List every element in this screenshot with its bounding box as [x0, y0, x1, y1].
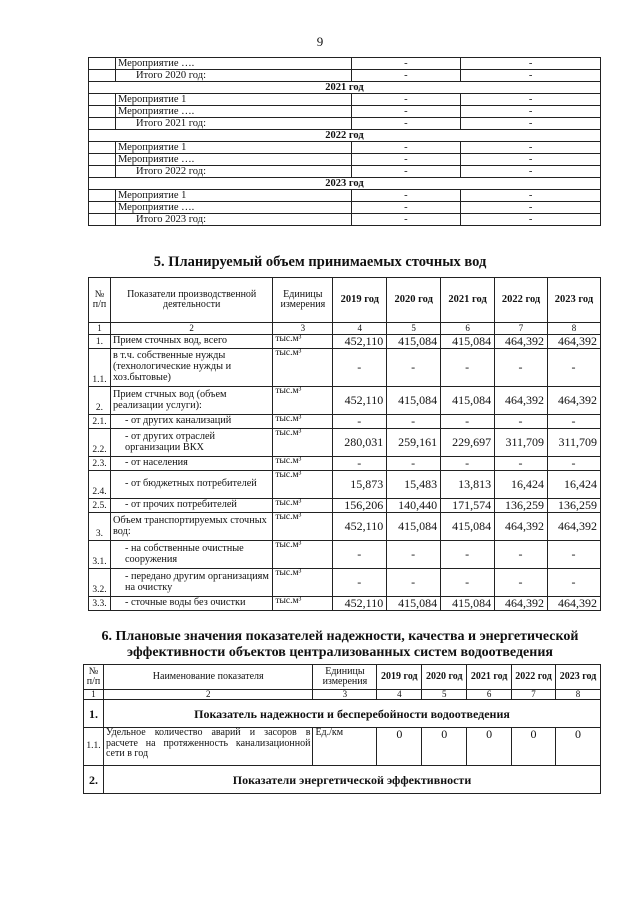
section-row — [84, 766, 601, 794]
value-cell: 452,110 — [333, 387, 387, 415]
value-cell: - — [333, 569, 387, 597]
unit: тыс.м³ — [273, 513, 333, 541]
value-cell: - — [333, 457, 387, 471]
value-cell: - — [461, 166, 601, 178]
value-cell: - — [441, 415, 495, 429]
year-section-title: 2022 год — [89, 130, 601, 142]
value-cell: - — [495, 541, 548, 569]
value-cell: 140,440 — [387, 499, 441, 513]
value-cell: 452,110 — [333, 335, 387, 349]
value-cell: 0 — [556, 728, 601, 766]
value-cell: - — [351, 70, 461, 82]
year-section-row — [89, 130, 601, 142]
column-index: 6 — [467, 690, 512, 700]
value-cell: - — [387, 569, 441, 597]
value-cell: - — [351, 214, 461, 226]
table-row — [84, 728, 601, 766]
column-header: 2021 год — [467, 665, 512, 690]
column-index: 7 — [495, 323, 548, 335]
row-number — [89, 106, 116, 118]
indicator-name: Объем транспортируемых сточных вод: — [110, 513, 272, 541]
table-row — [89, 142, 601, 154]
value-cell: - — [461, 58, 601, 70]
event-label: Итого 2022 год: — [115, 166, 351, 178]
indicator-name: - от других канализаций — [110, 415, 272, 429]
table-row — [89, 471, 601, 499]
value-cell: - — [351, 202, 461, 214]
value-cell: - — [461, 202, 601, 214]
row-number — [89, 58, 116, 70]
value-cell: - — [333, 415, 387, 429]
row-number: 2.1. — [89, 415, 111, 429]
value-cell: 415,084 — [441, 335, 495, 349]
year-section-title: 2021 год — [89, 82, 601, 94]
value-cell: 452,110 — [333, 597, 387, 611]
section-title: Показатели энергетической эффективности — [103, 766, 600, 794]
value-cell: 229,697 — [441, 429, 495, 457]
value-cell: 136,259 — [495, 499, 548, 513]
value-cell: - — [548, 569, 601, 597]
value-cell: - — [351, 190, 461, 202]
table-row — [89, 214, 601, 226]
value-cell: 171,574 — [441, 499, 495, 513]
value-cell: - — [461, 106, 601, 118]
section-row — [84, 700, 601, 728]
row-number — [89, 202, 116, 214]
column-index: 6 — [441, 323, 495, 335]
event-label: Мероприятие …. — [115, 202, 351, 214]
value-cell: 15,483 — [387, 471, 441, 499]
column-index: 1 — [84, 690, 104, 700]
row-number: 1.1. — [89, 349, 111, 387]
indicator-name: Прием стчных вод (объем реализации услуги): — [110, 387, 272, 415]
row-number — [89, 118, 116, 130]
table-row — [89, 70, 601, 82]
column-index: 4 — [333, 323, 387, 335]
section-6-heading — [60, 629, 620, 661]
event-label: Мероприятие 1 — [115, 94, 351, 106]
value-cell: 464,392 — [495, 387, 548, 415]
table-header-row — [84, 665, 601, 690]
event-label: Мероприятие …. — [115, 106, 351, 118]
value-cell: 259,161 — [387, 429, 441, 457]
event-label: Итого 2023 год: — [115, 214, 351, 226]
value-cell: 415,084 — [441, 387, 495, 415]
table-header-row — [89, 278, 601, 323]
column-index: 7 — [512, 690, 556, 700]
row-number: 2.5. — [89, 499, 111, 513]
value-cell: 464,392 — [495, 597, 548, 611]
value-cell: - — [461, 70, 601, 82]
unit: тыс.м³ — [273, 597, 333, 611]
unit: тыс.м³ — [273, 541, 333, 569]
table-row — [89, 541, 601, 569]
section-title: Показатель надежности и бесперебойности водоотведения — [103, 700, 600, 728]
indicator-name: - на собственные очистные сооружения — [110, 541, 272, 569]
column-index: 4 — [377, 690, 422, 700]
table-row — [89, 166, 601, 178]
unit: тыс.м³ — [273, 499, 333, 513]
table-row — [89, 154, 601, 166]
event-label: Мероприятие 1 — [115, 142, 351, 154]
column-index: 8 — [548, 323, 601, 335]
event-label: Мероприятие …. — [115, 58, 351, 70]
value-cell: - — [441, 541, 495, 569]
value-cell: - — [548, 541, 601, 569]
unit: Ед./км — [313, 728, 377, 766]
event-label: Итого 2021 год: — [115, 118, 351, 130]
event-label: Мероприятие 1 — [115, 190, 351, 202]
column-index: 8 — [556, 690, 601, 700]
value-cell: 0 — [512, 728, 556, 766]
indicator-name: - сточные воды без очистки — [110, 597, 272, 611]
section-6-heading-line2: эффективности объектов централизованных систем водоотведения — [127, 645, 553, 661]
value-cell: - — [461, 190, 601, 202]
column-index: 2 — [110, 323, 272, 335]
column-header: 2023 год — [548, 278, 601, 323]
value-cell: 0 — [377, 728, 422, 766]
year-section-row — [89, 82, 601, 94]
row-number — [89, 166, 116, 178]
table-row — [89, 457, 601, 471]
value-cell: 464,392 — [495, 335, 548, 349]
value-cell: - — [461, 118, 601, 130]
table-row — [89, 415, 601, 429]
row-number: 3.2. — [89, 569, 111, 597]
event-label: Итого 2020 год: — [115, 70, 351, 82]
row-number: 3.1. — [89, 541, 111, 569]
value-cell: - — [333, 541, 387, 569]
column-index-row — [84, 690, 601, 700]
column-index: 2 — [103, 690, 312, 700]
value-cell: 13,813 — [441, 471, 495, 499]
column-index: 3 — [273, 323, 333, 335]
value-cell: 464,392 — [548, 597, 601, 611]
value-cell: 280,031 — [333, 429, 387, 457]
table-row — [89, 387, 601, 415]
value-cell: - — [351, 58, 461, 70]
indicator-name: Удельное количество аварий и засоров в расчете на протяженность канализационной сети в год — [103, 728, 312, 766]
value-cell: - — [461, 94, 601, 106]
row-number: 2. — [89, 387, 111, 415]
value-cell: 464,392 — [548, 513, 601, 541]
value-cell: - — [387, 541, 441, 569]
row-number — [89, 190, 116, 202]
value-cell: 16,424 — [495, 471, 548, 499]
section-5-heading: 5. Планируемый объем принимаемых сточных вод — [153, 254, 487, 270]
value-cell: 415,084 — [441, 513, 495, 541]
value-cell: - — [351, 142, 461, 154]
row-number: 2.4. — [89, 471, 111, 499]
table-row — [89, 597, 601, 611]
page-number: 9 — [316, 34, 324, 49]
value-cell: - — [351, 166, 461, 178]
value-cell: 415,084 — [387, 513, 441, 541]
indicator-name: - от других отраслей организации ВКХ — [110, 429, 272, 457]
table-row — [89, 499, 601, 513]
column-header: 2020 год — [387, 278, 441, 323]
row-number: 3. — [89, 513, 111, 541]
value-cell: - — [351, 118, 461, 130]
value-cell: - — [387, 457, 441, 471]
value-cell: - — [495, 457, 548, 471]
indicator-name: в т.ч. собственные нужды (технологические нужды и хоз.бытовые) — [110, 349, 272, 387]
value-cell: - — [387, 415, 441, 429]
value-cell: 415,084 — [387, 597, 441, 611]
value-cell: - — [548, 457, 601, 471]
value-cell: - — [495, 349, 548, 387]
unit: тыс.м³ — [273, 349, 333, 387]
column-header: Показатели производственной деятельности — [110, 278, 272, 323]
column-index: 1 — [89, 323, 111, 335]
value-cell: 15,873 — [333, 471, 387, 499]
events-table — [88, 57, 601, 226]
unit: тыс.м³ — [273, 387, 333, 415]
unit: тыс.м³ — [273, 335, 333, 349]
table-row — [89, 349, 601, 387]
row-number: 2.3. — [89, 457, 111, 471]
value-cell: - — [351, 106, 461, 118]
column-header: 2022 год — [495, 278, 548, 323]
column-index: 3 — [313, 690, 377, 700]
row-number: 1. — [89, 335, 111, 349]
value-cell: - — [461, 214, 601, 226]
row-number: 1. — [84, 700, 104, 728]
unit: тыс.м³ — [273, 415, 333, 429]
column-header: 2020 год — [422, 665, 467, 690]
unit: тыс.м³ — [273, 471, 333, 499]
indicator-name: - от бюджетных потребителей — [110, 471, 272, 499]
table-row — [89, 569, 601, 597]
value-cell: 311,709 — [548, 429, 601, 457]
wastewater-volume-table — [88, 277, 601, 611]
value-cell: 0 — [467, 728, 512, 766]
row-number — [89, 70, 116, 82]
value-cell: - — [461, 142, 601, 154]
column-header: № п/п — [84, 665, 104, 690]
value-cell: 415,084 — [387, 335, 441, 349]
row-number: 2. — [84, 766, 104, 794]
table-row — [89, 106, 601, 118]
value-cell: 464,392 — [548, 335, 601, 349]
column-header: 2019 год — [377, 665, 422, 690]
value-cell: - — [548, 349, 601, 387]
row-number — [89, 142, 116, 154]
column-header: 2022 год — [512, 665, 556, 690]
value-cell: 0 — [422, 728, 467, 766]
column-index: 5 — [422, 690, 467, 700]
value-cell: - — [387, 349, 441, 387]
row-number — [89, 94, 116, 106]
table-row — [89, 118, 601, 130]
value-cell: 16,424 — [548, 471, 601, 499]
year-section-row — [89, 178, 601, 190]
row-number — [89, 154, 116, 166]
column-header: Единицы измерения — [313, 665, 377, 690]
indicator-name: - от населения — [110, 457, 272, 471]
value-cell: 136,259 — [548, 499, 601, 513]
value-cell: - — [351, 154, 461, 166]
row-number: 1.1. — [84, 728, 104, 766]
column-index: 5 — [387, 323, 441, 335]
value-cell: - — [441, 569, 495, 597]
value-cell: - — [548, 415, 601, 429]
value-cell: - — [495, 569, 548, 597]
indicator-name: - передано другим организациям на очистку — [110, 569, 272, 597]
value-cell: 415,084 — [441, 597, 495, 611]
column-header: № п/п — [89, 278, 111, 323]
unit: тыс.м³ — [273, 457, 333, 471]
table-row — [89, 94, 601, 106]
year-section-title: 2023 год — [89, 178, 601, 190]
unit: тыс.м³ — [273, 569, 333, 597]
row-number: 2.2. — [89, 429, 111, 457]
column-header: 2019 год — [333, 278, 387, 323]
table-row — [89, 335, 601, 349]
column-header: Единицы измерения — [273, 278, 333, 323]
reliability-indicators-table — [83, 664, 601, 794]
table-row — [89, 429, 601, 457]
event-label: Мероприятие …. — [115, 154, 351, 166]
row-number: 3.3. — [89, 597, 111, 611]
column-header: Наименование показателя — [103, 665, 312, 690]
value-cell: 464,392 — [495, 513, 548, 541]
column-header: 2023 год — [556, 665, 601, 690]
column-index-row — [89, 323, 601, 335]
value-cell: 156,206 — [333, 499, 387, 513]
table-row — [89, 513, 601, 541]
value-cell: - — [441, 457, 495, 471]
row-number — [89, 214, 116, 226]
section-6-heading-line1: 6. Плановые значения показателей надежности, качества и энергетической — [101, 629, 579, 644]
value-cell: 452,110 — [333, 513, 387, 541]
value-cell: 311,709 — [495, 429, 548, 457]
table-row — [89, 202, 601, 214]
value-cell: 415,084 — [387, 387, 441, 415]
column-header: 2021 год — [441, 278, 495, 323]
value-cell: - — [351, 94, 461, 106]
value-cell: - — [461, 154, 601, 166]
unit: тыс.м³ — [273, 429, 333, 457]
indicator-name: Прием сточных вод, всего — [110, 335, 272, 349]
value-cell: - — [441, 349, 495, 387]
value-cell: - — [333, 349, 387, 387]
indicator-name: - от прочих потребителей — [110, 499, 272, 513]
value-cell: 464,392 — [548, 387, 601, 415]
value-cell: - — [495, 415, 548, 429]
table-row — [89, 190, 601, 202]
table-row — [89, 58, 601, 70]
